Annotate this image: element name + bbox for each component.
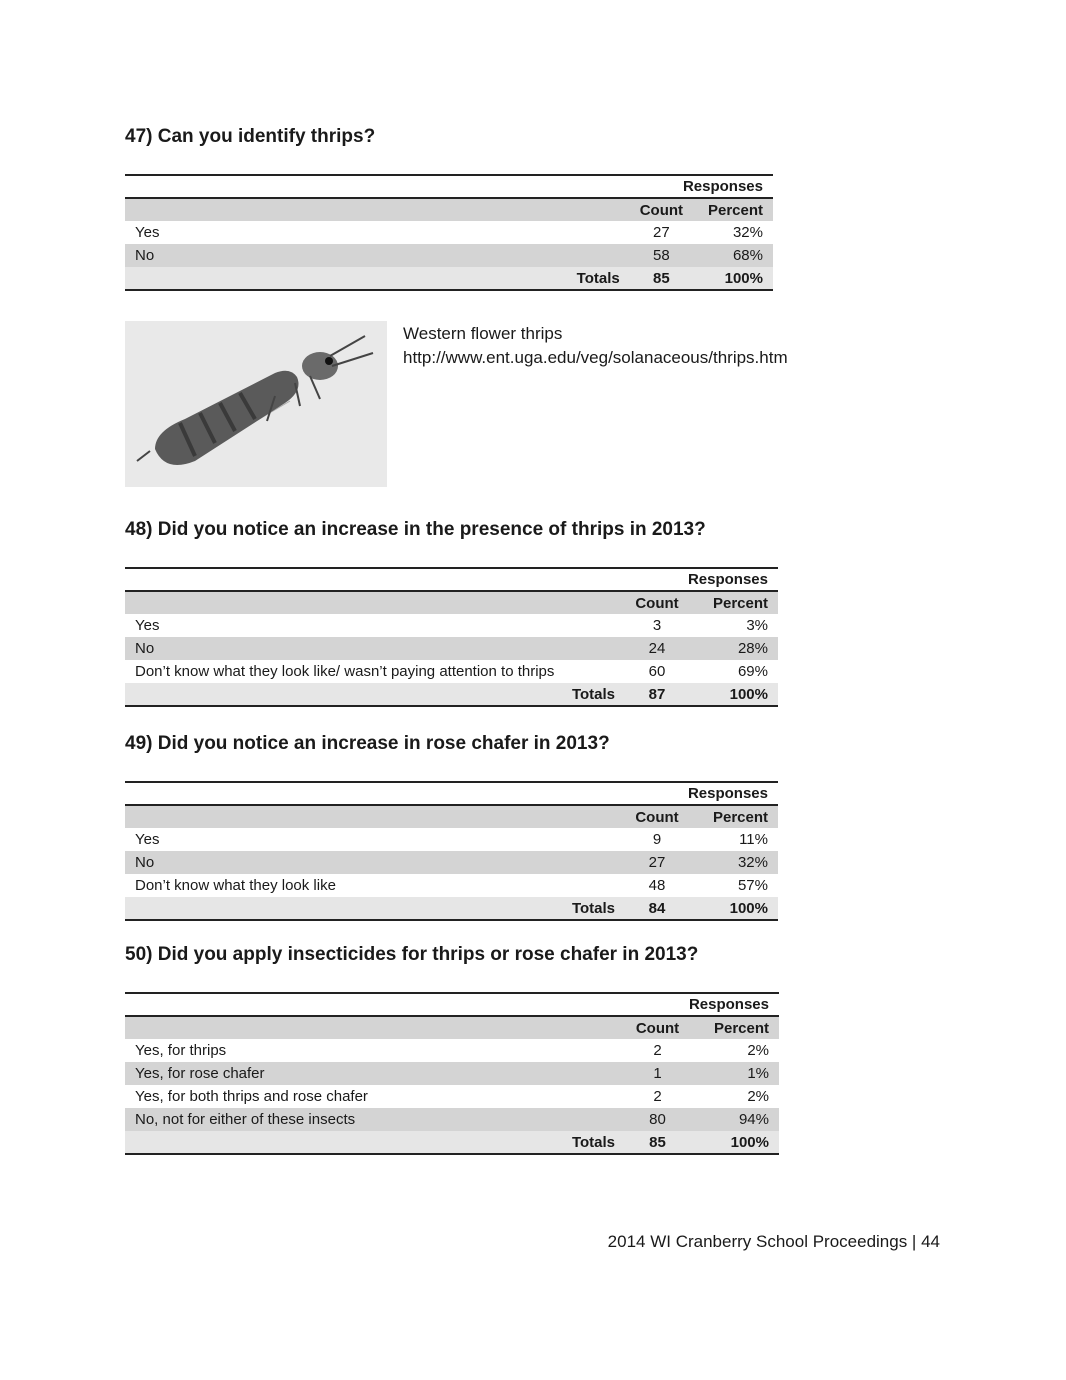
row-count: 27 [625, 851, 689, 874]
row-label: No, not for either of these insects [125, 1108, 625, 1131]
totals-percent: 100% [693, 267, 773, 290]
row-count: 9 [652, 831, 662, 848]
totals-label: Totals [125, 267, 630, 290]
count-column-header: Count [625, 591, 689, 614]
row-label: Yes [135, 617, 160, 634]
table-header-group-row [125, 782, 778, 805]
caption-url: http://www.ent.uga.edu/veg/solanaceous/thrips.htm [403, 348, 788, 367]
totals-count: 87 [625, 683, 689, 706]
photo-caption [403, 322, 788, 370]
table-row [125, 614, 778, 637]
caption-title: Western flower thrips [403, 324, 563, 343]
row-label: Yes, for rose chafer [125, 1062, 625, 1085]
responses-header: Responses [625, 568, 778, 591]
table-row [125, 1039, 779, 1062]
table-row [125, 221, 773, 244]
row-count: 3 [652, 617, 662, 634]
question-50-title: 50) Did you apply insecticides for thrips or rose chafer in 2013? [125, 944, 699, 965]
row-label: Don’t know what they look like/ wasn’t paying attention to thrips [135, 663, 555, 680]
thrips-photo [125, 321, 387, 487]
row-label: Yes [135, 831, 160, 848]
table-row [125, 1108, 779, 1131]
table-column-header-row [125, 198, 773, 221]
row-count: 27 [653, 224, 670, 241]
table-column-header-row [125, 591, 778, 614]
row-percent: 2% [747, 1042, 769, 1059]
percent-column-header: Percent [690, 1016, 779, 1039]
totals-row [125, 897, 778, 920]
row-percent: 68% [693, 244, 773, 267]
totals-row [125, 267, 773, 290]
table-column-header-row [125, 1016, 779, 1039]
totals-percent: 100% [690, 1131, 779, 1154]
row-percent: 3% [746, 617, 768, 634]
question-47-table [125, 174, 773, 291]
totals-label: Totals [125, 683, 625, 706]
totals-label: Totals [125, 1131, 625, 1154]
row-label: No [125, 851, 625, 874]
totals-count: 85 [625, 1131, 690, 1154]
question-49-table [125, 781, 778, 921]
row-label: Yes [135, 224, 160, 241]
row-percent: 1% [690, 1062, 779, 1085]
percent-column-header: Percent [693, 198, 773, 221]
row-percent: 32% [689, 851, 778, 874]
row-label: Don’t know what they look like [135, 877, 336, 894]
question-48-table [125, 567, 778, 707]
table-row [125, 244, 773, 267]
count-column-header: Count [625, 1016, 690, 1039]
totals-percent: 100% [689, 683, 778, 706]
row-percent: 57% [737, 877, 768, 894]
totals-row [125, 1131, 779, 1154]
row-count: 48 [648, 877, 666, 894]
row-label: Yes, for both thrips and rose chafer [135, 1088, 368, 1105]
table-row [125, 1085, 779, 1108]
responses-header: Responses [625, 993, 779, 1016]
question-48-title: 48) Did you notice an increase in the presence of thrips in 2013? [125, 519, 706, 540]
percent-column-header: Percent [689, 591, 778, 614]
table-row [125, 874, 778, 897]
responses-header: Responses [625, 782, 778, 805]
row-count: 24 [625, 637, 689, 660]
table-column-header-row [125, 805, 778, 828]
totals-row [125, 683, 778, 706]
percent-column-header: Percent [689, 805, 778, 828]
table-row [125, 637, 778, 660]
row-label: No [125, 244, 630, 267]
question-49-title: 49) Did you notice an increase in rose chafer in 2013? [125, 733, 610, 754]
row-count: 60 [648, 663, 666, 680]
row-count: 2 [653, 1088, 662, 1105]
row-percent: 94% [690, 1108, 779, 1131]
responses-header: Responses [630, 175, 773, 198]
row-count: 1 [625, 1062, 690, 1085]
table-row [125, 660, 778, 683]
question-47-title: 47) Can you identify thrips? [125, 126, 376, 147]
table-row [125, 828, 778, 851]
question-50-table [125, 992, 779, 1155]
page-footer: 2014 WI Cranberry School Proceedings | 44 [607, 1232, 940, 1251]
table-header-group-row [125, 993, 779, 1016]
table-header-group-row [125, 568, 778, 591]
table-row [125, 851, 778, 874]
totals-label: Totals [125, 897, 625, 920]
row-label: No [125, 637, 625, 660]
table-row [125, 1062, 779, 1085]
count-column-header: Count [630, 198, 693, 221]
row-percent: 69% [737, 663, 768, 680]
row-percent: 11% [739, 831, 768, 848]
row-percent: 32% [732, 224, 763, 241]
count-column-header: Count [625, 805, 689, 828]
row-count: 80 [625, 1108, 690, 1131]
row-count: 58 [630, 244, 693, 267]
totals-count: 84 [625, 897, 689, 920]
totals-percent: 100% [689, 897, 778, 920]
row-percent: 2% [747, 1088, 769, 1105]
row-count: 2 [653, 1042, 662, 1059]
totals-count: 85 [630, 267, 693, 290]
row-label: Yes, for thrips [135, 1042, 227, 1059]
table-header-group-row [125, 175, 773, 198]
row-percent: 28% [689, 637, 778, 660]
